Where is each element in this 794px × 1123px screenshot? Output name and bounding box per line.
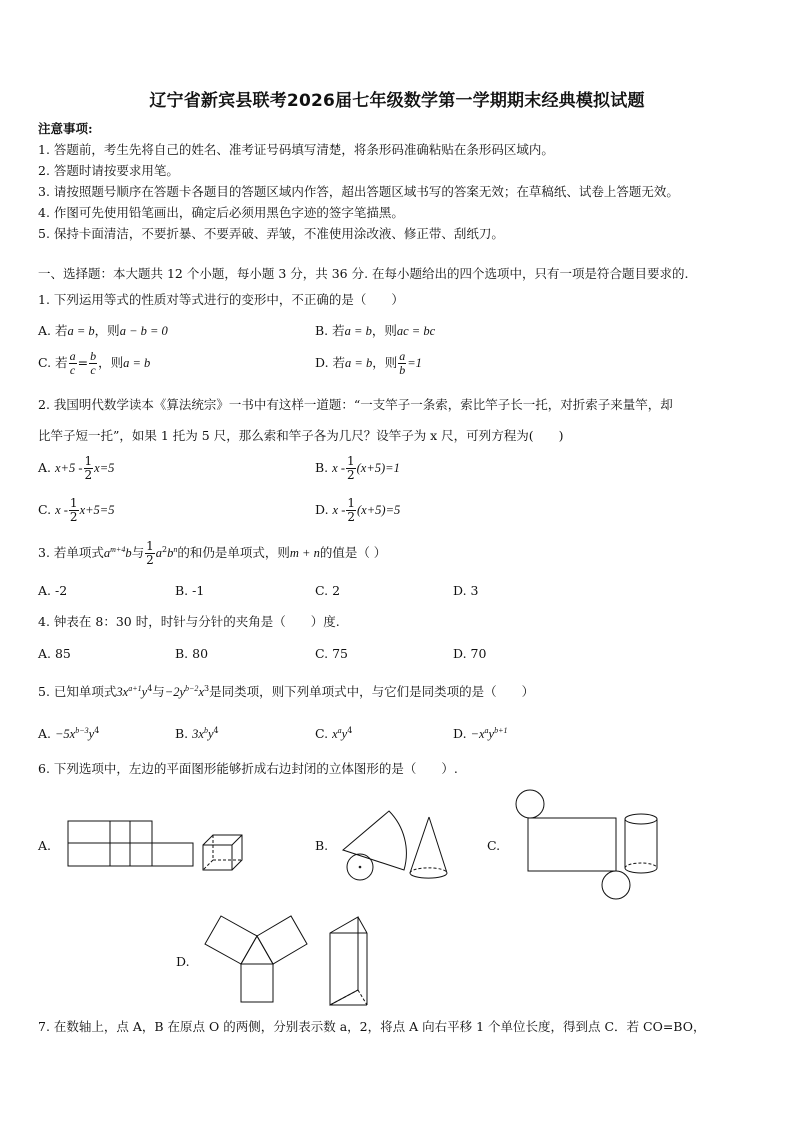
q4-option-d: D. 70 bbox=[453, 646, 487, 661]
figure-d-net bbox=[205, 916, 307, 1002]
q2-option-a: A. x+5 - $\frac{1}{2}$ x=5 bbox=[38, 454, 115, 482]
section-heading: 一、选择题：本大题共 12 个小题，每小题 3 分，共 36 分. 在每小题给出的四个选项中，只有一项是符合题目要求的. bbox=[38, 266, 689, 281]
notice-item: 3. 请按照题号顺序在答题卡各题目的答题区域内作答，超出答题区域书写的答案无效；在草稿纸、试卷上答题无效。 bbox=[38, 184, 679, 199]
question-1-stem: 1. 下列运用等式的性质对等式进行的变形中，不正确的是（ ） bbox=[38, 292, 404, 307]
q6-label-a: A. bbox=[38, 838, 52, 853]
question-3-stem: 3. 若单项式$a^{m+4}b$与 $\frac{1}{2}$ $a^2b^n$的和仍是单项式，则m + n的值是（ ） bbox=[38, 539, 387, 567]
figure-c-cylinder bbox=[625, 814, 657, 873]
q4-option-b: B. 80 bbox=[175, 646, 209, 661]
q2-option-b: B. x - $\frac{1}{2}$ (x+5)=1 bbox=[315, 454, 400, 482]
figure-c-net bbox=[516, 790, 630, 899]
question-2-line1: 2. 我国明代数学读本《算法统宗》一书中有这样一道题：“一支竿子一条索，索比竿子长一托，对折索子来量竿，却 bbox=[38, 397, 673, 412]
figure-b-net bbox=[343, 811, 406, 880]
question-7-stem: 7. 在数轴上，点 A，B 在原点 O 的两侧，分别表示数 a，2，将点 A 向右平移 1 个单位长度，得到点 C．若 CO=BO， bbox=[38, 1019, 706, 1034]
q2-option-d: D. x - $\frac{1}{2}$ (x+5)=5 bbox=[315, 496, 401, 524]
q6-label-c: C. bbox=[487, 838, 501, 853]
q6-label-d: D. bbox=[176, 954, 190, 969]
q5-option-a: A. $-5x^{b-3}y^4$ bbox=[38, 726, 100, 742]
q5-option-c: C. $x^ay^4$ bbox=[315, 726, 353, 742]
q1-option-b: B. 若a = b，则ac = bc bbox=[315, 323, 436, 338]
q4-option-c: C. 75 bbox=[315, 646, 348, 661]
q3-option-b: B. -1 bbox=[175, 583, 205, 598]
q1-option-a: A. 若a = b，则a − b = 0 bbox=[38, 323, 168, 338]
q2-option-c: C. x - $\frac{1}{2}$ x+5=5 bbox=[38, 496, 115, 524]
page-title: 辽宁省新宾县联考2026届七年级数学第一学期期末经典模拟试题 bbox=[149, 91, 645, 111]
question-4-stem: 4. 钟表在 8：30 时，时针与分针的夹角是（ ）度. bbox=[38, 614, 340, 629]
notice-item: 1. 答题前，考生先将自己的姓名、准考证号码填写清楚，将条形码准确粘贴在条形码区域内。 bbox=[38, 142, 554, 157]
figure-b-cone bbox=[410, 817, 447, 878]
notice-item: 5. 保持卡面清洁，不要折暴、不要弄破、弄皱，不准使用涂改液、修正带、刮纸刀。 bbox=[38, 226, 504, 241]
question-6-stem: 6. 下列选项中，左边的平面图形能够折成右边封闭的立体图形的是（ ）. bbox=[38, 761, 458, 776]
notice-item: 2. 答题时请按要求用笔。 bbox=[38, 163, 179, 178]
q3-option-c: C. 2 bbox=[315, 583, 341, 598]
q6-label-b: B. bbox=[315, 838, 329, 853]
figure-a-cube bbox=[203, 835, 242, 870]
figure-d-prism bbox=[330, 917, 367, 1005]
question-2-line2: 比竿子短一托”，如果 1 托为 5 尺，那么索和竿子各为几尺？设竿子为 x 尺，可列方程为( ) bbox=[38, 428, 564, 443]
q1-option-c: C. 若 $\frac{a}{c}$ = $\frac{b}{c}$ ，则a = b bbox=[38, 349, 151, 377]
notice-heading: 注意事项: bbox=[38, 121, 93, 136]
q3-option-d: D. 3 bbox=[453, 583, 479, 598]
q3-option-a: A. -2 bbox=[38, 583, 68, 598]
question-5-stem: 5. 已知单项式$3x^{a+1}y^4$与$-2y^{b-2}x^3$是同类项，则下列单项式中，与它们是同类项的是（ ） bbox=[38, 684, 535, 700]
q5-option-b: B. $3x^by^4$ bbox=[175, 726, 219, 742]
q4-option-a: A. 85 bbox=[38, 646, 71, 661]
figure-a-net bbox=[68, 821, 193, 866]
notice-item: 4. 作图可先使用铅笔画出，确定后必须用黑色字迹的签字笔描黑。 bbox=[38, 205, 404, 220]
q5-option-d: D. $-x^ay^{b+1}$ bbox=[453, 726, 508, 742]
q1-option-d: D. 若a = b，则 $\frac{a}{b}$ =1 bbox=[315, 349, 422, 377]
